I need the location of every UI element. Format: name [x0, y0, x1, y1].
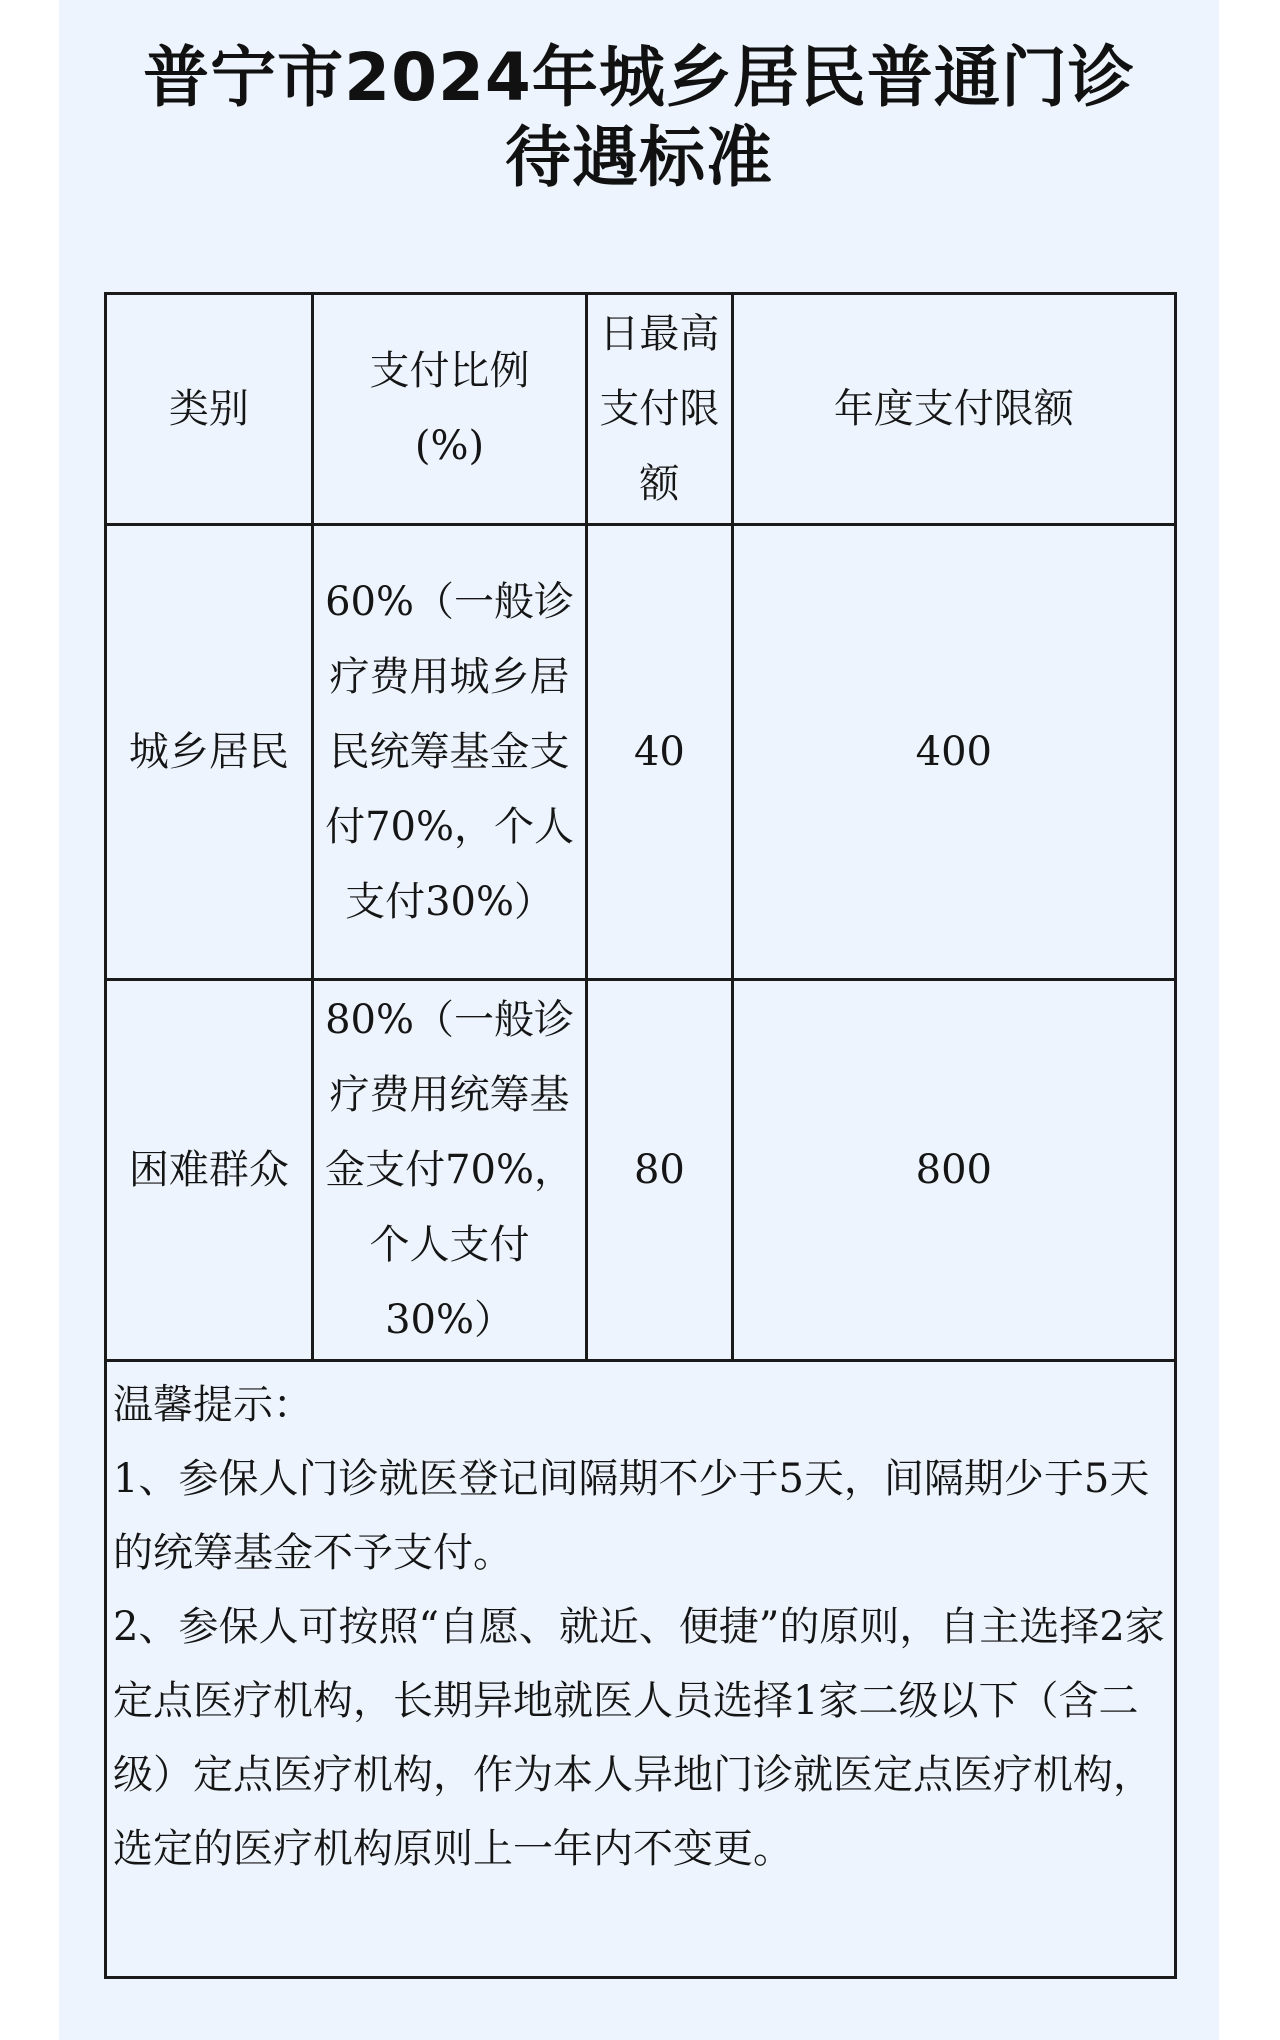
- cell-ratio: 80%（一般诊疗费用统筹基金支付70%，个人支付30%）: [312, 980, 586, 1361]
- header-category: 类别: [106, 294, 313, 525]
- cell-category: 城乡居民: [106, 525, 313, 980]
- header-daily-limit: 日最高支付限额: [587, 294, 732, 525]
- header-annual-limit: 年度支付限额: [732, 294, 1175, 525]
- cell-category: 困难群众: [106, 980, 313, 1361]
- cell-ratio: 60%（一般诊疗费用城乡居民统筹基金支付70%，个人支付30%）: [312, 525, 586, 980]
- tips-heading: 温馨提示：: [113, 1382, 313, 1428]
- notes-row: [106, 1361, 1176, 1978]
- header-ratio-line-2: (%): [414, 423, 485, 469]
- tips-box: [106, 1361, 1176, 1978]
- header-ratio-line-1: 支付比例: [369, 348, 530, 394]
- tip-item-2: 2、参保人可按照“自愿、就近、便捷”的原则，自主选择2家定点医疗机构，长期异地就医人员选择1家二级以下（含二级）定点医疗机构，作为本人异地门诊就医定点医疗机构，选定的医疗机构原则上一年内不变更。: [113, 1604, 1165, 1872]
- tip-item-1: 1、参保人门诊就医登记间隔期不少于5天，间隔期少于5天的统筹基金不予支付。: [113, 1456, 1150, 1576]
- table-row: [106, 525, 1176, 980]
- cell-annual-limit: 800: [732, 980, 1175, 1361]
- benefit-standard-table: [104, 292, 1177, 1979]
- table-header-row: [106, 294, 1176, 525]
- table-row: [106, 980, 1176, 1361]
- header-ratio: [312, 294, 586, 525]
- cell-daily-limit: 80: [587, 980, 732, 1361]
- page-title: [59, 38, 1219, 198]
- title-line-2: 待遇标准: [505, 119, 773, 196]
- cell-annual-limit: 400: [732, 525, 1175, 980]
- document-page: [59, 0, 1219, 2040]
- cell-daily-limit: 40: [587, 525, 732, 980]
- title-line-1: 普宁市2024年城乡居民普通门诊: [143, 39, 1135, 116]
